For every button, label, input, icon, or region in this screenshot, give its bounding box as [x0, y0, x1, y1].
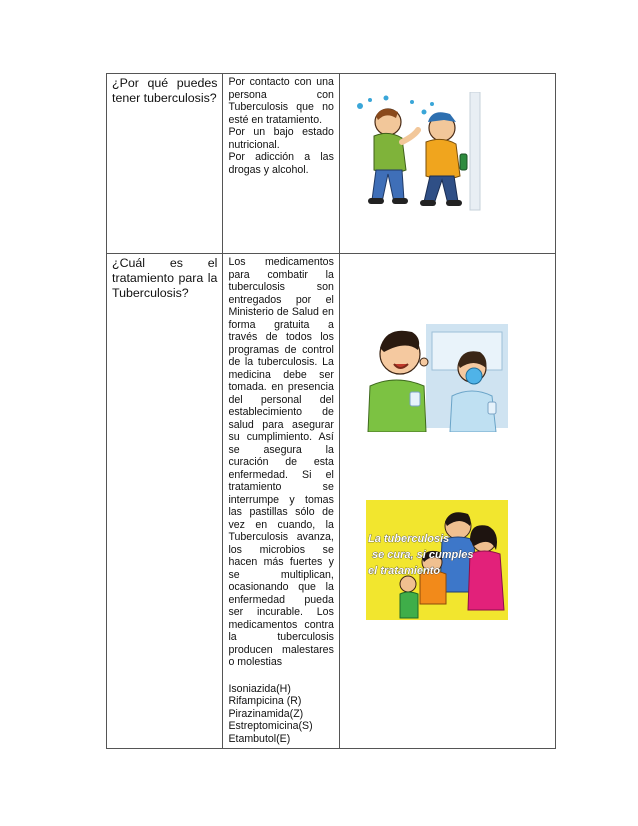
banner-line: el tratamiento	[367, 565, 441, 578]
question-cell: ¿Cuál es el tratamiento para la Tuberculosis?	[107, 254, 223, 749]
patient-taking-medicine-illustration	[366, 318, 508, 432]
image-cell	[339, 254, 555, 749]
drug-item: Rifampicina (R)	[228, 695, 302, 708]
answer-cell	[223, 74, 339, 254]
drug-item: Etambutol(E)	[228, 732, 291, 745]
image-cell	[339, 74, 555, 254]
drug-item: Estreptomicina(S)	[228, 720, 313, 733]
info-table	[106, 73, 556, 749]
answer-line: Por contacto con una persona con Tuberculosis que no esté en tratamiento.	[228, 76, 334, 126]
answer-line: Por adicción a las drogas y alcohol.	[228, 151, 334, 176]
banner-line: se cura, si cumples	[371, 549, 474, 562]
drug-list	[228, 683, 333, 746]
answer-cell	[223, 254, 339, 749]
question-cell: ¿Por qué puedes tener tuberculosis?	[107, 74, 223, 254]
drug-item: Pirazinamida(Z)	[228, 707, 304, 720]
drug-item: Isoniazida(H)	[228, 682, 291, 695]
sick-men-coughing-illustration	[352, 92, 492, 212]
answer-paragraph: Los medicamentos para combatir la tuberculosis son entregados por el Ministerio de Salud en forma gratuita a través de todos los programas de control de la tuberculosis. La medicina debe ser tomada. en presencia del personal del establecimiento de salud para asegurar su cumplimiento. Así se asegura la curación de esta enfermedad. Si el tratamiento se interrumpe y tomas las pastillas sólo de vez en cuando, la Tuberculosis avanza, los microbios se hacen más fuertes y se multiplican, ocasionando que la enfermedad pueda ser incurable. Los medicamentos contra la tuberculosis producen malestares o molestias	[228, 256, 334, 669]
answer-line: Por un bajo estado nutricional.	[228, 126, 334, 151]
banner-line: La tuberculosis	[367, 533, 450, 546]
table-row	[107, 254, 556, 749]
table-row	[107, 74, 556, 254]
family-banner-illustration	[366, 500, 508, 620]
